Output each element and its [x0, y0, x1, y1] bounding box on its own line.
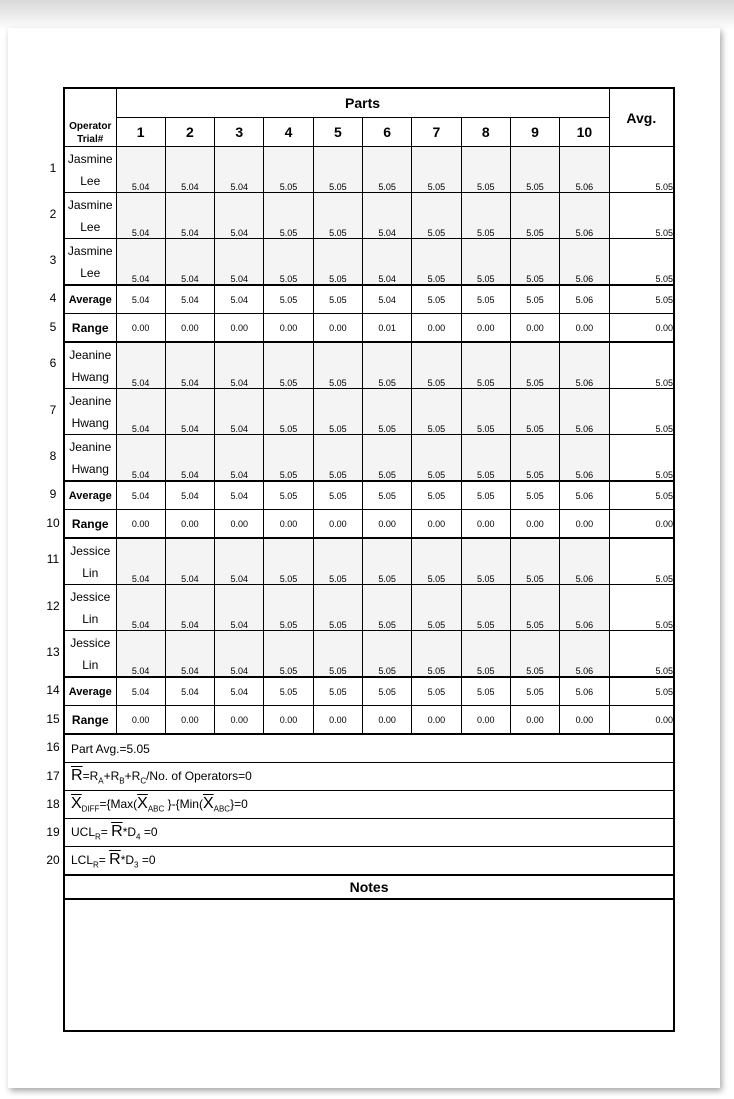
average-cell: 5.04 — [116, 481, 165, 510]
operator-name — [64, 239, 116, 286]
part-number-header: 5 — [313, 118, 362, 147]
range-cell: 0.00 — [215, 510, 264, 539]
trial-label: Trial# — [77, 134, 104, 145]
parts-header: Parts — [116, 88, 609, 118]
range-cell: 0.00 — [560, 314, 609, 343]
measurement-cell: 5.05 — [313, 193, 362, 239]
range-cell: 0.00 — [412, 510, 461, 539]
measurement-cell: 5.06 — [560, 389, 609, 435]
measurement-cell: 5.05 — [510, 585, 559, 631]
trial-avg-cell: 5.05 — [609, 435, 674, 482]
average-cell: 5.04 — [165, 677, 214, 706]
measurement-cell: 5.05 — [362, 585, 411, 631]
measurement-cell: 5.05 — [461, 389, 510, 435]
ucl-label: UCL — [71, 825, 96, 840]
measurement-cell: 5.05 — [313, 631, 362, 678]
range-cell: 0.00 — [264, 314, 313, 343]
measurement-cell: 5.05 — [510, 631, 559, 678]
measurement-cell: 5.05 — [412, 389, 461, 435]
gage-rr-data-sheet — [63, 87, 675, 1032]
operator-first-name: Jasmine — [67, 151, 113, 166]
average-cell: 5.05 — [510, 677, 559, 706]
range-row — [64, 510, 674, 539]
measurement-cell: 5.04 — [165, 538, 214, 585]
measurement-cell: 5.05 — [412, 631, 461, 678]
operator-last-name: Hwang — [71, 369, 109, 384]
average-cell: 5.06 — [560, 677, 609, 706]
measurement-cell: 5.05 — [264, 538, 313, 585]
trial-avg-cell: 5.05 — [609, 193, 674, 239]
average-cell: 5.05 — [510, 481, 559, 510]
measurement-cell: 5.04 — [215, 147, 264, 193]
operator-first-name: Jeanine — [69, 439, 112, 454]
measurement-cell: 5.04 — [116, 631, 165, 678]
average-cell: 5.04 — [165, 285, 214, 314]
measurement-cell: 5.04 — [215, 239, 264, 286]
part-avg-formula — [64, 734, 674, 763]
operator-first-name: Jasmine — [67, 243, 113, 258]
row-number: 20 — [46, 852, 60, 867]
trial-row — [64, 147, 674, 193]
measurement-cell: 5.04 — [215, 389, 264, 435]
xdiff-sub: DIFF — [81, 804, 100, 814]
row-number: 6 — [49, 356, 57, 370]
ucl-end: =0 — [140, 825, 158, 840]
operator-last-name: Lee — [80, 265, 101, 280]
range-avg-cell: 0.00 — [609, 706, 674, 735]
xdiff-abc-sub: ABC — [213, 804, 231, 814]
average-cell: 5.04 — [116, 677, 165, 706]
average-label: Average — [64, 677, 116, 706]
measurement-cell: 5.05 — [510, 147, 559, 193]
measurement-cell: 5.05 — [362, 389, 411, 435]
measurement-cell: 5.05 — [412, 147, 461, 193]
average-cell: 5.05 — [362, 481, 411, 510]
measurement-cell: 5.05 — [264, 435, 313, 482]
measurement-cell: 5.06 — [560, 147, 609, 193]
average-row — [64, 285, 674, 314]
row-number: 14 — [46, 683, 60, 698]
operator-name — [64, 538, 116, 585]
measurement-cell: 5.06 — [560, 631, 609, 678]
average-cell: 5.05 — [412, 285, 461, 314]
average-cell: 5.04 — [116, 285, 165, 314]
range-cell: 0.00 — [560, 706, 609, 735]
operator-name — [64, 193, 116, 239]
average-cell: 5.05 — [412, 481, 461, 510]
measurement-cell: 5.05 — [313, 389, 362, 435]
row-number: 13 — [46, 644, 60, 659]
trial-row — [64, 538, 674, 585]
average-cell: 5.04 — [165, 481, 214, 510]
average-cell: 5.05 — [313, 285, 362, 314]
range-cell: 0.00 — [215, 706, 264, 735]
xdiff-max: ={Max( — [99, 797, 138, 812]
rbar-symbol: $\overline{R}$ — [111, 823, 123, 841]
xdiff-min: }-{Min( — [164, 797, 203, 812]
xdiff-abc-sub: ABC — [147, 804, 165, 814]
range-cell: 0.01 — [362, 314, 411, 343]
range-cell: 0.00 — [116, 510, 165, 539]
row-number: 3 — [49, 252, 57, 267]
xbar-symbol: $\overline{X}$ — [202, 795, 214, 813]
operator-name — [64, 389, 116, 435]
measurement-cell: 5.06 — [560, 239, 609, 286]
notes-area — [64, 899, 674, 1031]
rbar-b: +R — [103, 769, 120, 784]
measurement-cell: 5.04 — [215, 342, 264, 389]
measurement-cell: 5.04 — [116, 435, 165, 482]
row-number: 12 — [46, 598, 60, 613]
part-number-header: 7 — [412, 118, 461, 147]
range-cell: 0.00 — [313, 706, 362, 735]
row-number: 2 — [49, 206, 57, 221]
measurement-cell: 5.04 — [215, 631, 264, 678]
trial-avg-cell: 5.05 — [609, 342, 674, 389]
xdiff-tail: }=0 — [230, 797, 248, 812]
xbar-symbol: $\overline{X}$ — [71, 795, 82, 813]
part-number-header: 1 — [116, 118, 165, 147]
lcl-label: LCL — [71, 853, 94, 868]
rbar-symbol: $\overline{R}$ — [109, 851, 121, 869]
trial-avg-cell: 5.05 — [609, 585, 674, 631]
rbar-a-sub: A — [98, 776, 104, 786]
operator-first-name: Jeanine — [69, 393, 112, 408]
range-cell: 0.00 — [264, 510, 313, 539]
average-cell: 5.05 — [264, 285, 313, 314]
operator-label: Operator — [69, 121, 112, 132]
range-cell: 0.00 — [461, 510, 510, 539]
average-row — [64, 481, 674, 510]
average-cell: 5.05 — [461, 481, 510, 510]
average-label: Average — [64, 481, 116, 510]
measurement-cell: 5.04 — [165, 585, 214, 631]
part-number-header: 4 — [264, 118, 313, 147]
operator-first-name: Jeanine — [69, 347, 112, 362]
range-avg-cell: 0.00 — [609, 510, 674, 539]
operator-name — [64, 342, 116, 389]
measurement-cell: 5.04 — [116, 193, 165, 239]
range-label: Range — [64, 510, 116, 539]
measurement-cell: 5.05 — [510, 389, 559, 435]
range-cell: 0.00 — [510, 706, 559, 735]
range-cell: 0.00 — [215, 314, 264, 343]
row-number: 11 — [46, 552, 60, 566]
range-cell: 0.00 — [461, 314, 510, 343]
ucl-formula-row — [64, 819, 674, 847]
part-avg-formula-row — [64, 734, 674, 763]
range-cell: 0.00 — [362, 510, 411, 539]
average-cell: 5.05 — [313, 677, 362, 706]
lcl-end: =0 — [138, 853, 156, 868]
range-cell: 0.00 — [165, 706, 214, 735]
measurement-cell: 5.05 — [264, 147, 313, 193]
average-cell: 5.06 — [560, 285, 609, 314]
measurement-cell: 5.04 — [165, 631, 214, 678]
trial-row — [64, 389, 674, 435]
average-avg-cell: 5.05 — [609, 481, 674, 510]
measurement-cell: 5.05 — [313, 342, 362, 389]
average-avg-cell: 5.05 — [609, 285, 674, 314]
range-cell: 0.00 — [165, 314, 214, 343]
measurement-cell: 5.05 — [362, 435, 411, 482]
measurement-cell: 5.05 — [461, 342, 510, 389]
row-number: 15 — [46, 711, 60, 726]
part-number-header: 6 — [362, 118, 411, 147]
measurement-cell: 5.04 — [116, 389, 165, 435]
measurement-cell: 5.04 — [215, 193, 264, 239]
xdiff-formula-row — [64, 791, 674, 819]
measurement-cell: 5.04 — [215, 435, 264, 482]
measurement-cell: 5.06 — [560, 435, 609, 482]
measurement-cell: 5.04 — [165, 239, 214, 286]
row-number: 9 — [49, 487, 57, 502]
trial-row — [64, 239, 674, 286]
range-cell: 0.00 — [461, 706, 510, 735]
operator-name — [64, 147, 116, 193]
trial-avg-cell: 5.05 — [609, 389, 674, 435]
range-cell: 0.00 — [560, 510, 609, 539]
measurement-cell: 5.05 — [264, 239, 313, 286]
measurement-cell: 5.05 — [313, 147, 362, 193]
measurement-cell: 5.04 — [165, 389, 214, 435]
lcl-d: *D — [120, 853, 135, 868]
lcl-eq: = — [98, 853, 110, 868]
measurement-cell: 5.05 — [510, 538, 559, 585]
part-number-header: 9 — [510, 118, 559, 147]
average-cell: 5.04 — [215, 285, 264, 314]
measurement-cell: 5.05 — [412, 585, 461, 631]
ucl-sub: R — [95, 832, 101, 842]
avg-header: Avg. — [609, 88, 674, 147]
range-cell: 0.00 — [362, 706, 411, 735]
average-cell: 5.05 — [313, 481, 362, 510]
average-cell: 5.04 — [215, 677, 264, 706]
measurement-cell: 5.05 — [412, 435, 461, 482]
operator-name — [64, 631, 116, 678]
notes-body-row — [64, 899, 674, 1031]
range-row — [64, 706, 674, 735]
measurement-cell: 5.05 — [510, 239, 559, 286]
range-cell: 0.00 — [165, 510, 214, 539]
row-number: 5 — [49, 319, 57, 334]
measurement-cell: 5.05 — [264, 342, 313, 389]
xbar-symbol: $\overline{X}$ — [137, 795, 148, 813]
measurement-cell: 5.04 — [116, 538, 165, 585]
trial-row — [64, 435, 674, 482]
range-cell: 0.00 — [116, 706, 165, 735]
measurement-cell: 5.05 — [412, 193, 461, 239]
row-number: 4 — [49, 291, 57, 306]
measurement-cell: 5.05 — [264, 585, 313, 631]
operator-last-name: Lee — [80, 219, 101, 234]
measurement-cell: 5.05 — [510, 193, 559, 239]
operator-trial-header — [64, 88, 116, 147]
row-number: 1 — [49, 160, 57, 175]
trial-avg-cell: 5.05 — [609, 538, 674, 585]
measurement-cell: 5.05 — [264, 631, 313, 678]
trial-avg-cell: 5.05 — [609, 239, 674, 286]
measurement-cell: 5.05 — [461, 147, 510, 193]
measurement-cell: 5.04 — [215, 538, 264, 585]
rbar-formula-row — [64, 763, 674, 791]
operator-first-name: Jessice — [70, 635, 111, 650]
measurement-cell: 5.05 — [264, 193, 313, 239]
operator-last-name: Hwang — [71, 415, 109, 430]
measurement-cell: 5.06 — [560, 585, 609, 631]
lcl-formula — [64, 847, 674, 876]
range-label: Range — [64, 314, 116, 343]
rbar-a: =R — [82, 769, 99, 784]
measurement-cell: 5.04 — [165, 342, 214, 389]
average-cell: 5.04 — [362, 285, 411, 314]
trial-row — [64, 631, 674, 678]
measurement-cell: 5.06 — [560, 193, 609, 239]
average-cell: 5.05 — [412, 677, 461, 706]
average-avg-cell: 5.05 — [609, 677, 674, 706]
measurement-cell: 5.05 — [362, 342, 411, 389]
measurement-cell: 5.04 — [165, 435, 214, 482]
lcl-sub: R — [93, 860, 99, 870]
part-number-header: 8 — [461, 118, 510, 147]
measurement-cell: 5.05 — [412, 538, 461, 585]
average-cell: 5.05 — [461, 285, 510, 314]
operator-last-name: Lin — [82, 611, 99, 626]
measurement-cell: 5.04 — [116, 147, 165, 193]
trial-row — [64, 342, 674, 389]
measurement-cell: 5.05 — [313, 435, 362, 482]
range-cell: 0.00 — [510, 510, 559, 539]
average-cell: 5.05 — [510, 285, 559, 314]
rbar-b-sub: B — [119, 776, 125, 786]
range-cell: 0.00 — [264, 706, 313, 735]
range-cell: 0.00 — [116, 314, 165, 343]
operator-last-name: Lin — [82, 657, 99, 672]
measurement-cell: 5.05 — [362, 538, 411, 585]
average-cell: 5.05 — [264, 677, 313, 706]
average-cell: 5.05 — [461, 677, 510, 706]
measurement-cell: 5.05 — [313, 538, 362, 585]
measurement-cell: 5.05 — [510, 342, 559, 389]
measurement-cell: 5.05 — [461, 435, 510, 482]
range-cell: 0.00 — [313, 314, 362, 343]
measurement-cell: 5.04 — [116, 239, 165, 286]
trial-row — [64, 193, 674, 239]
rbar-c: +R — [124, 769, 141, 784]
measurement-cell: 5.05 — [461, 239, 510, 286]
xdiff-formula — [64, 791, 674, 819]
measurement-cell: 5.05 — [362, 147, 411, 193]
measurement-cell: 5.04 — [215, 585, 264, 631]
operator-last-name: Lin — [82, 565, 99, 580]
operator-last-name: Hwang — [71, 461, 109, 476]
row-number-column — [0, 0, 62, 1099]
measurement-cell: 5.05 — [313, 585, 362, 631]
measurement-cell: 5.05 — [461, 538, 510, 585]
row-number: 7 — [49, 402, 57, 417]
operator-name — [64, 435, 116, 482]
row-number: 17 — [46, 768, 60, 783]
notes-header: Notes — [64, 875, 674, 899]
row-number: 10 — [46, 515, 60, 530]
rbar-tail: /No. of Operators=0 — [146, 769, 252, 784]
range-label: Range — [64, 706, 116, 735]
rbar-formula — [64, 763, 674, 791]
row-number: 18 — [46, 796, 60, 811]
part-number-header: 3 — [215, 118, 264, 147]
average-cell: 5.05 — [264, 481, 313, 510]
average-cell: 5.05 — [362, 677, 411, 706]
trial-avg-cell: 5.05 — [609, 631, 674, 678]
measurement-cell: 5.05 — [461, 585, 510, 631]
measurement-cell: 5.04 — [165, 147, 214, 193]
operator-name — [64, 585, 116, 631]
average-cell: 5.06 — [560, 481, 609, 510]
range-cell: 0.00 — [412, 706, 461, 735]
row-number: 19 — [46, 824, 60, 839]
rbar-symbol: $\overline{R}$ — [71, 767, 83, 785]
measurement-cell: 5.05 — [412, 342, 461, 389]
measurement-cell: 5.04 — [362, 239, 411, 286]
range-avg-cell: 0.00 — [609, 314, 674, 343]
range-cell: 0.00 — [313, 510, 362, 539]
page-shadow — [0, 0, 734, 30]
range-cell: 0.00 — [510, 314, 559, 343]
trial-row — [64, 585, 674, 631]
measurement-cell: 5.04 — [116, 342, 165, 389]
average-cell: 5.04 — [215, 481, 264, 510]
operator-last-name: Lee — [80, 173, 101, 188]
lcl-formula-row — [64, 847, 674, 876]
lcl-d-sub: 3 — [134, 860, 139, 870]
average-row — [64, 677, 674, 706]
measurement-cell: 5.05 — [362, 631, 411, 678]
average-label: Average — [64, 285, 116, 314]
operator-first-name: Jessice — [70, 543, 111, 558]
measurement-cell: 5.05 — [264, 389, 313, 435]
measurement-cell: 5.05 — [412, 239, 461, 286]
part-number-header: 2 — [165, 118, 214, 147]
part-avg-text: Part Avg.=5.05 — [71, 741, 150, 756]
measurement-cell: 5.05 — [461, 193, 510, 239]
measurement-cell: 5.04 — [116, 585, 165, 631]
ucl-d: *D — [122, 825, 137, 840]
measurement-cell: 5.04 — [362, 193, 411, 239]
trial-avg-cell: 5.05 — [609, 147, 674, 193]
measurement-cell: 5.06 — [560, 342, 609, 389]
ucl-formula — [64, 819, 674, 847]
row-number: 8 — [49, 448, 57, 463]
measurement-cell: 5.05 — [313, 239, 362, 286]
row-number: 16 — [46, 740, 60, 755]
notes-header-row — [64, 875, 674, 899]
measurement-cell: 5.06 — [560, 538, 609, 585]
operator-first-name: Jessice — [70, 589, 111, 604]
ucl-d-sub: 4 — [136, 832, 141, 842]
part-number-header: 10 — [560, 118, 609, 147]
ucl-eq: = — [100, 825, 112, 840]
range-row — [64, 314, 674, 343]
measurement-cell: 5.04 — [165, 193, 214, 239]
measurement-cell: 5.05 — [461, 631, 510, 678]
measurement-cell: 5.05 — [510, 435, 559, 482]
range-cell: 0.00 — [412, 314, 461, 343]
rbar-c-sub: C — [140, 776, 147, 786]
operator-first-name: Jasmine — [67, 197, 113, 212]
